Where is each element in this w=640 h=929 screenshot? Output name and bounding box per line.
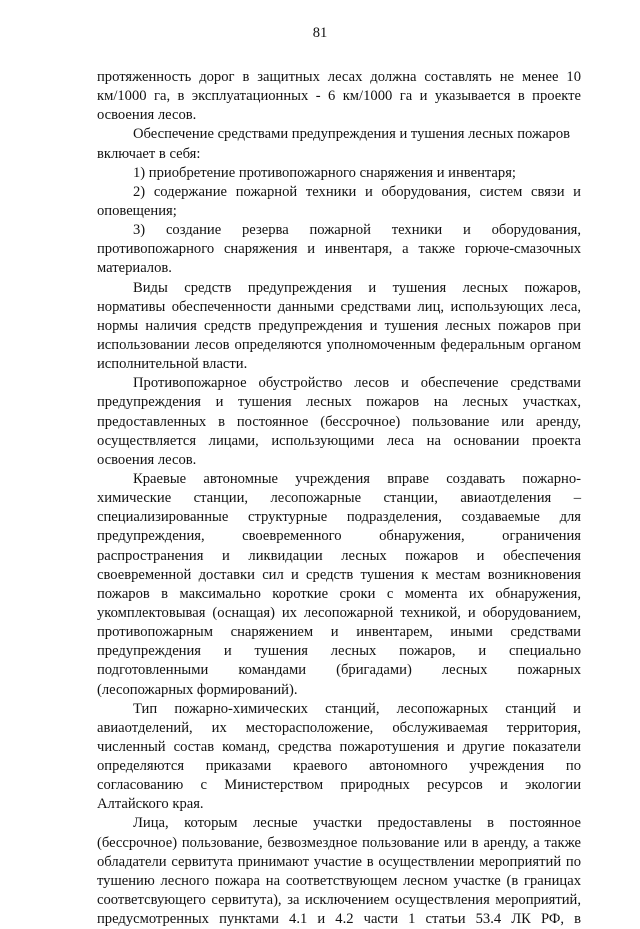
text-line: Алтайского края. — [97, 796, 204, 813]
text-line: оповещения; — [97, 202, 177, 219]
text-line: нормативы обеспеченности данными средствами лиц, использующих леса, — [97, 298, 581, 315]
text-line: определяются приказами краевого автономного учреждения по — [97, 758, 581, 775]
text-line: Обеспечение средствами предупреждения и тушения лесных пожаров — [133, 126, 571, 143]
text-line: освоения лесов. — [97, 107, 197, 124]
text-line: противопожарного снаряжения и инвентаря, а также горюче-смазочных — [97, 241, 581, 258]
text-line: использовании лесов определяются уполномоченным федеральным органом — [97, 336, 581, 353]
text-line: пожаров в максимально короткие сроки с момента их обнаружения, — [97, 585, 581, 602]
text-line: предупреждения и тушения лесных пожаров, и специально — [97, 643, 581, 660]
text-line: Тип пожарно-химических станций, лесопожарных станций и — [133, 700, 581, 717]
page-number: 81 — [312, 25, 328, 41]
text-line: предоставленных в постоянное (бессрочное) пользование или аренду, — [97, 413, 581, 430]
text-line: нормы наличия средств предупреждения и тушения лесных пожаров при — [97, 317, 581, 334]
text-line: своевременной доставки сил и средств тушения к местам возникновения — [97, 566, 581, 583]
text-line: (бессрочное) пользование, безвозмездное пользование или в аренду, а также — [97, 834, 581, 851]
text-line: 3) создание резерва пожарной техники и оборудования, — [133, 222, 581, 239]
text-line: освоения лесов. — [97, 451, 197, 468]
text-line: км/1000 га, в эксплуатационных - 6 км/1000 га и указывается в проекте — [97, 88, 581, 105]
text-line: 2) содержание пожарной техники и оборудования, систем связи и — [133, 183, 581, 200]
text-line: противопожарным снаряжением и инвентарем, иными средствами — [97, 624, 581, 641]
text-line: подготовленными командами (бригадами) лесных пожарных — [97, 662, 581, 679]
text-line: согласованию с Министерством природных ресурсов и экологии — [97, 777, 581, 794]
text-line: предупреждения, своевременного обнаружения, ограничения — [97, 528, 581, 545]
text-line: предусмотренных пунктами 4.1 и 4.2 части 1 статьи 53.4 ЛК РФ, в — [97, 911, 581, 928]
text-line: обладатели сервитута принимают участие в осуществлении мероприятий по — [97, 853, 581, 870]
text-line: Лица, которым лесные участки предоставлены в постоянное — [133, 815, 581, 832]
text-line: протяженность дорог в защитных лесах должна составлять не менее 10 — [97, 69, 581, 85]
text-line: численный состав команд, средства пожаротушения и другие показатели — [97, 738, 581, 755]
text-line: предупреждения и тушения лесных пожаров на лесных участках, — [97, 394, 581, 411]
text-line: включает в себя: — [97, 145, 201, 162]
text-line: (лесопожарных формирований). — [97, 681, 298, 698]
text-line: 1) приобретение противопожарного снаряжения и инвентаря; — [133, 164, 516, 181]
text-line: химические станции, лесопожарные станции, авиаотделения – — [97, 490, 581, 507]
body-text — [97, 68, 581, 929]
text-line: специализированные структурные подразделения, создаваемые для — [97, 509, 581, 526]
text-line: тушению лесного пожара на соответствующем лесном участке (в границах — [97, 872, 581, 889]
text-line: Краевые автономные учреждения вправе создавать пожарно- — [133, 470, 581, 487]
text-line: соответсвующего сервитута), за исключением осуществления мероприятий, — [97, 892, 581, 909]
text-line: укомплектовывая (оснащая) их лесопожарной техникой, и оборудованием, — [97, 604, 581, 621]
text-line: исполнительной власти. — [97, 356, 248, 373]
text-line: материалов. — [97, 260, 172, 277]
text-line: Виды средств предупреждения и тушения лесных пожаров, — [133, 279, 581, 296]
text-line: Противопожарное обустройство лесов и обеспечение средствами — [133, 375, 581, 392]
text-line: распространения и ликвидации лесных пожаров и обеспечения — [97, 547, 581, 564]
text-line: осуществляется лицами, использующими леса на основании проекта — [97, 432, 581, 449]
text-line: авиаотделений, их месторасположение, обслуживаемая территория, — [97, 719, 581, 736]
